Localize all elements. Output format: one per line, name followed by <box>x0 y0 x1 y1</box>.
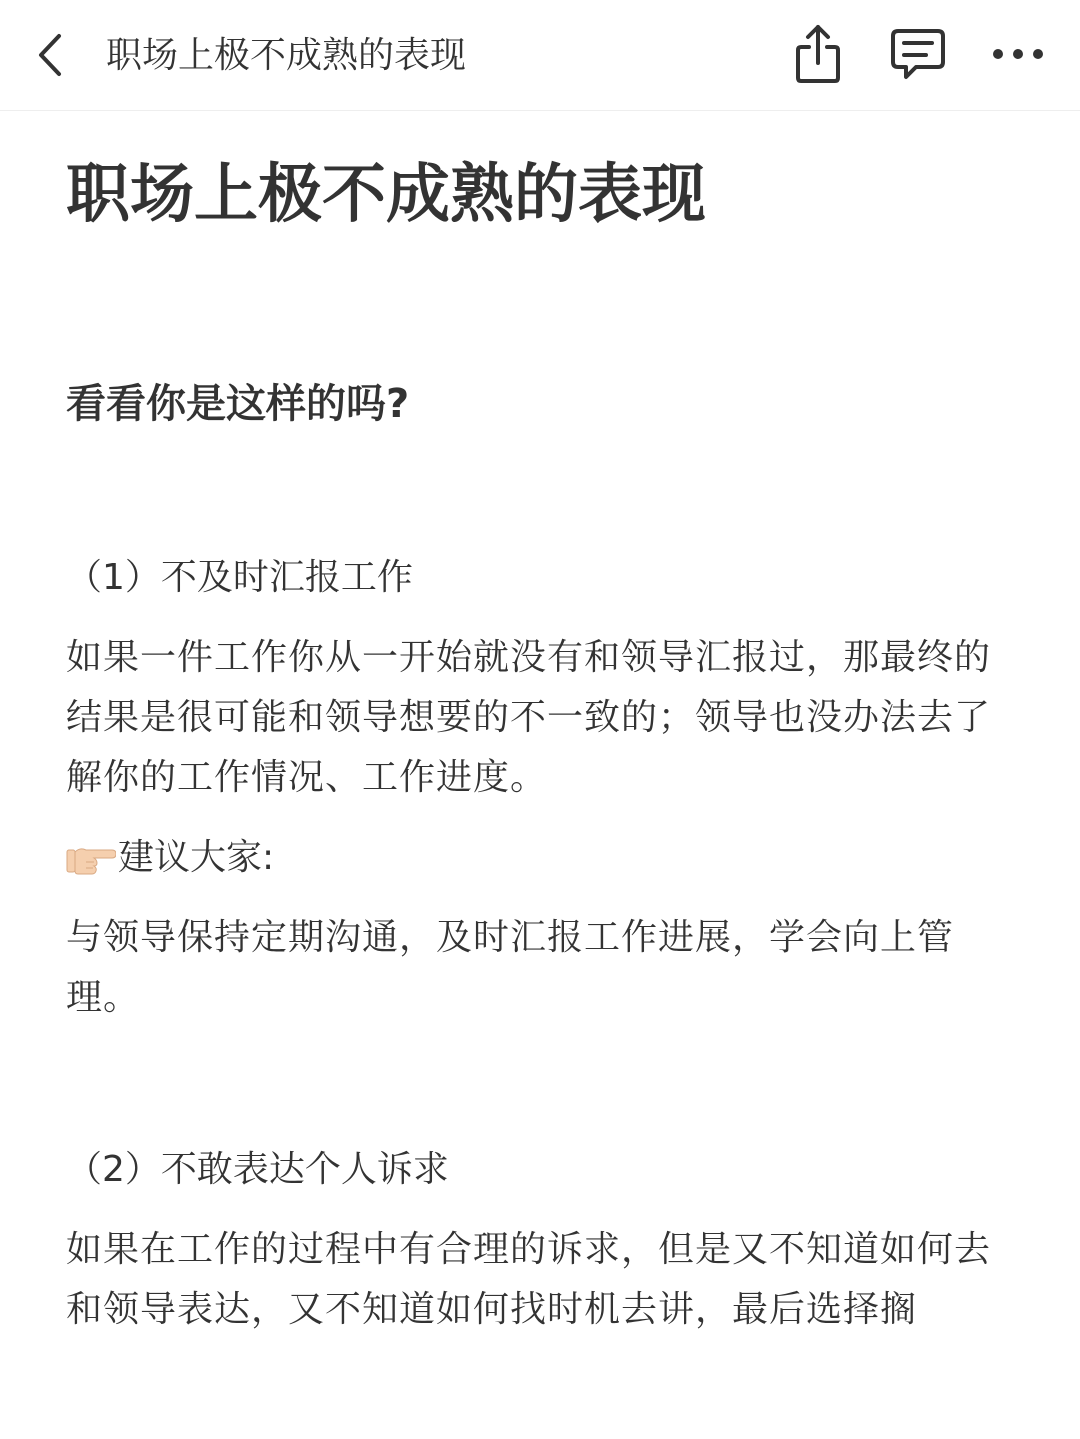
more-button[interactable] <box>986 22 1050 86</box>
section-1-heading: （1）不及时汇报工作 <box>66 557 413 598</box>
nav-title: 职场上极不成熟的表现 <box>106 35 467 76</box>
tip-label: 建议大家: <box>118 837 275 878</box>
back-button[interactable] <box>28 30 72 80</box>
comment-button[interactable] <box>886 22 950 86</box>
pointing-hand-icon <box>66 838 116 878</box>
share-icon <box>790 23 846 85</box>
section-1-body: 如果一件工作你从一开始就没有和领导汇报过，那最终的结果是很可能和领导想要的不一致的；领导也没办法去了解你的工作情况、工作进度。 <box>66 637 992 798</box>
top-navigation-bar <box>0 0 1080 111</box>
article-title: 职场上极不成熟的表现 <box>66 158 706 232</box>
section-1-tip <box>66 828 1006 888</box>
article-content <box>66 110 1006 1340</box>
section-2-body: 如果在工作的过程中有合理的诉求，但是又不知道如何去和领导表达，又不知道如何找时机去讲，最后选择搁 <box>66 1229 992 1330</box>
more-icon <box>990 46 1046 62</box>
comment-icon <box>888 25 948 83</box>
chevron-left-icon <box>35 32 65 78</box>
share-button[interactable] <box>786 22 850 86</box>
section-2-heading: （2）不敢表达个人诉求 <box>66 1149 449 1190</box>
article-subtitle: 看看你是这样的吗? <box>66 381 410 427</box>
section-1-advice: 与领导保持定期沟通，及时汇报工作进展，学会向上管理。 <box>66 917 955 1018</box>
